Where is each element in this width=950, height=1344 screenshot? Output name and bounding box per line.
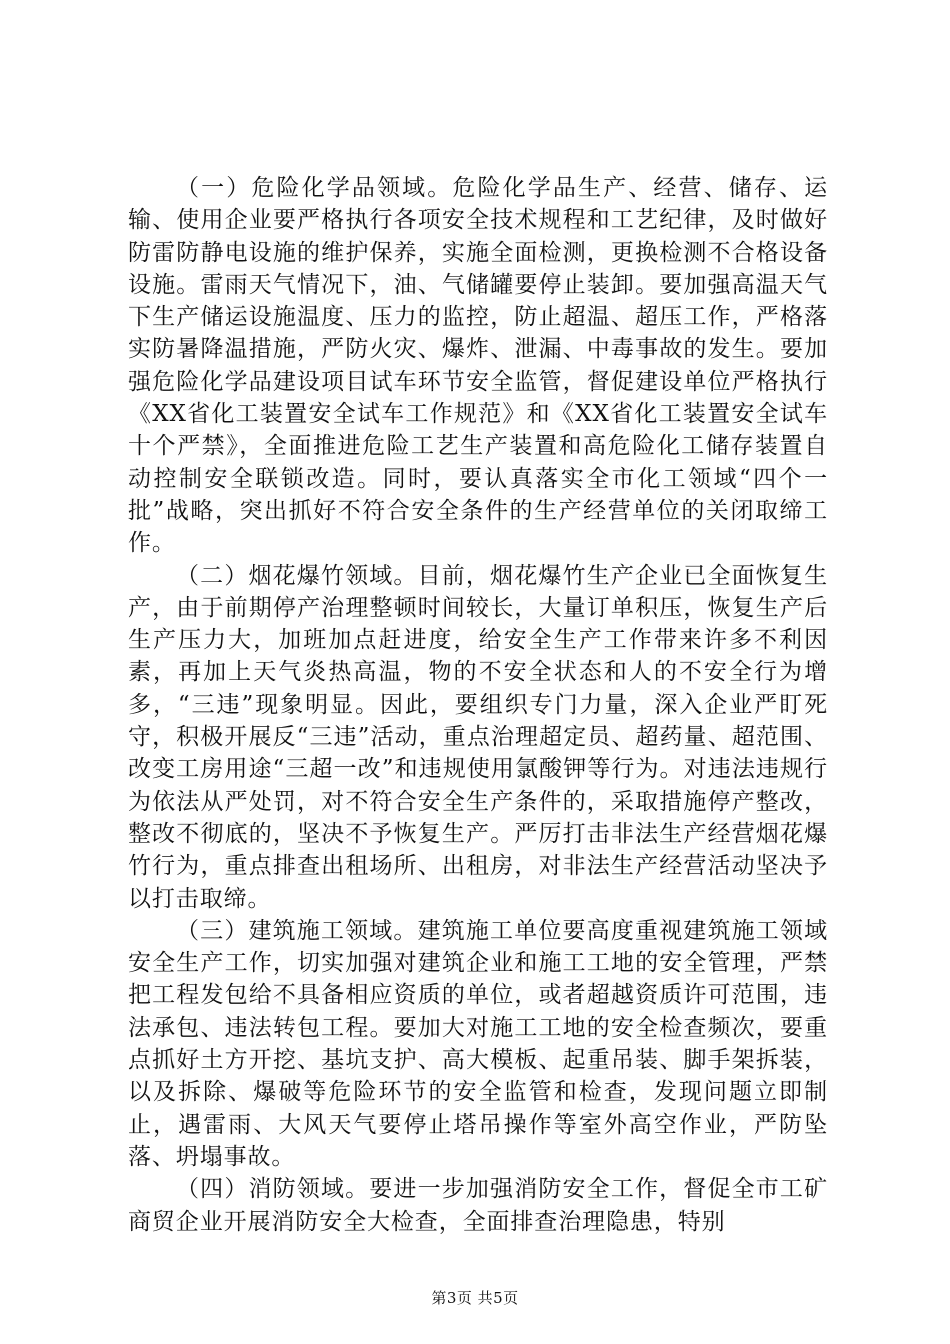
paragraph-fireworks: （二）烟花爆竹领域。目前，烟花爆竹生产企业已全面恢复生产，由于前期停产治理整顿时间较长，大量订单积压，恢复生产后生产压力大，加班加点赶进度，给安全生产工作带来许多不利因素，再加上天气炎热高温，物的不安全状态和人的不安全行为增多，“三违”现象明显。因此，要组织专门力量，深入企业严盯死守，积极开展反“三违”活动，重点治理超定员、超药量、超范围、改变工房用途“三超一改”和违规使用氯酸钾等行为。对违法违规行为依法从严处罚，对不符合安全生产条件的，采取措施停产整改，整改不彻底的，坚决不予恢复生产。严厉打击非法生产经营烟花爆竹行为，重点排查出租场所、出租房，对非法生产经营活动坚决予以打击取缔。 [128, 562, 828, 912]
page-footer: 第3页 共5页 [431, 1289, 519, 1307]
paragraph-fire-protection: （四）消防领域。要进一步加强消防安全工作，督促全市工矿商贸企业开展消防安全大检查，全面排查治理隐患，特别 [128, 1176, 828, 1235]
paragraph-hazardous-chemicals: （一）危险化学品领域。危险化学品生产、经营、储存、运输、使用企业要严格执行各项安全技术规程和工艺纪律，及时做好防雷防静电设施的维护保养，实施全面检测，更换检测不合格设备设施。雷雨天气情况下，油、气储罐要停止装卸。要加强高温天气下生产储运设施温度、压力的监控，防止超温、超压工作，严格落实防暑降温措施，严防火灾、爆炸、泄漏、中毒事故的发生。要加强危险化学品建设项目试车环节安全监管，督促建设单位严格执行《XX省化工装置安全试车工作规范》和《XX省化工装置安全试车十个严禁》，全面推进危险工艺生产装置和高危险化工储存装置自动控制安全联锁改造。同时，要认真落实全市化工领域“四个一批”战略，突出抓好不符合安全条件的生产经营单位的关闭取缔工作。 [128, 175, 828, 557]
document-body [128, 172, 828, 1238]
paragraph-construction: （三）建筑施工领域。建筑施工单位要高度重视建筑施工领域安全生产工作，切实加强对建筑企业和施工工地的安全管理，严禁把工程发包给不具备相应资质的单位，或者超越资质许可范围，违法承包、违法转包工程。要加大对施工工地的安全检查频次，要重点抓好土方开挖、基坑支护、高大模板、起重吊装、脚手架拆装，以及拆除、爆破等危险环节的安全监管和检查，发现问题立即制止，遇雷雨、大风天气要停止塔吊操作等室外高空作业，严防坠落、坍塌事故。 [128, 917, 828, 1170]
